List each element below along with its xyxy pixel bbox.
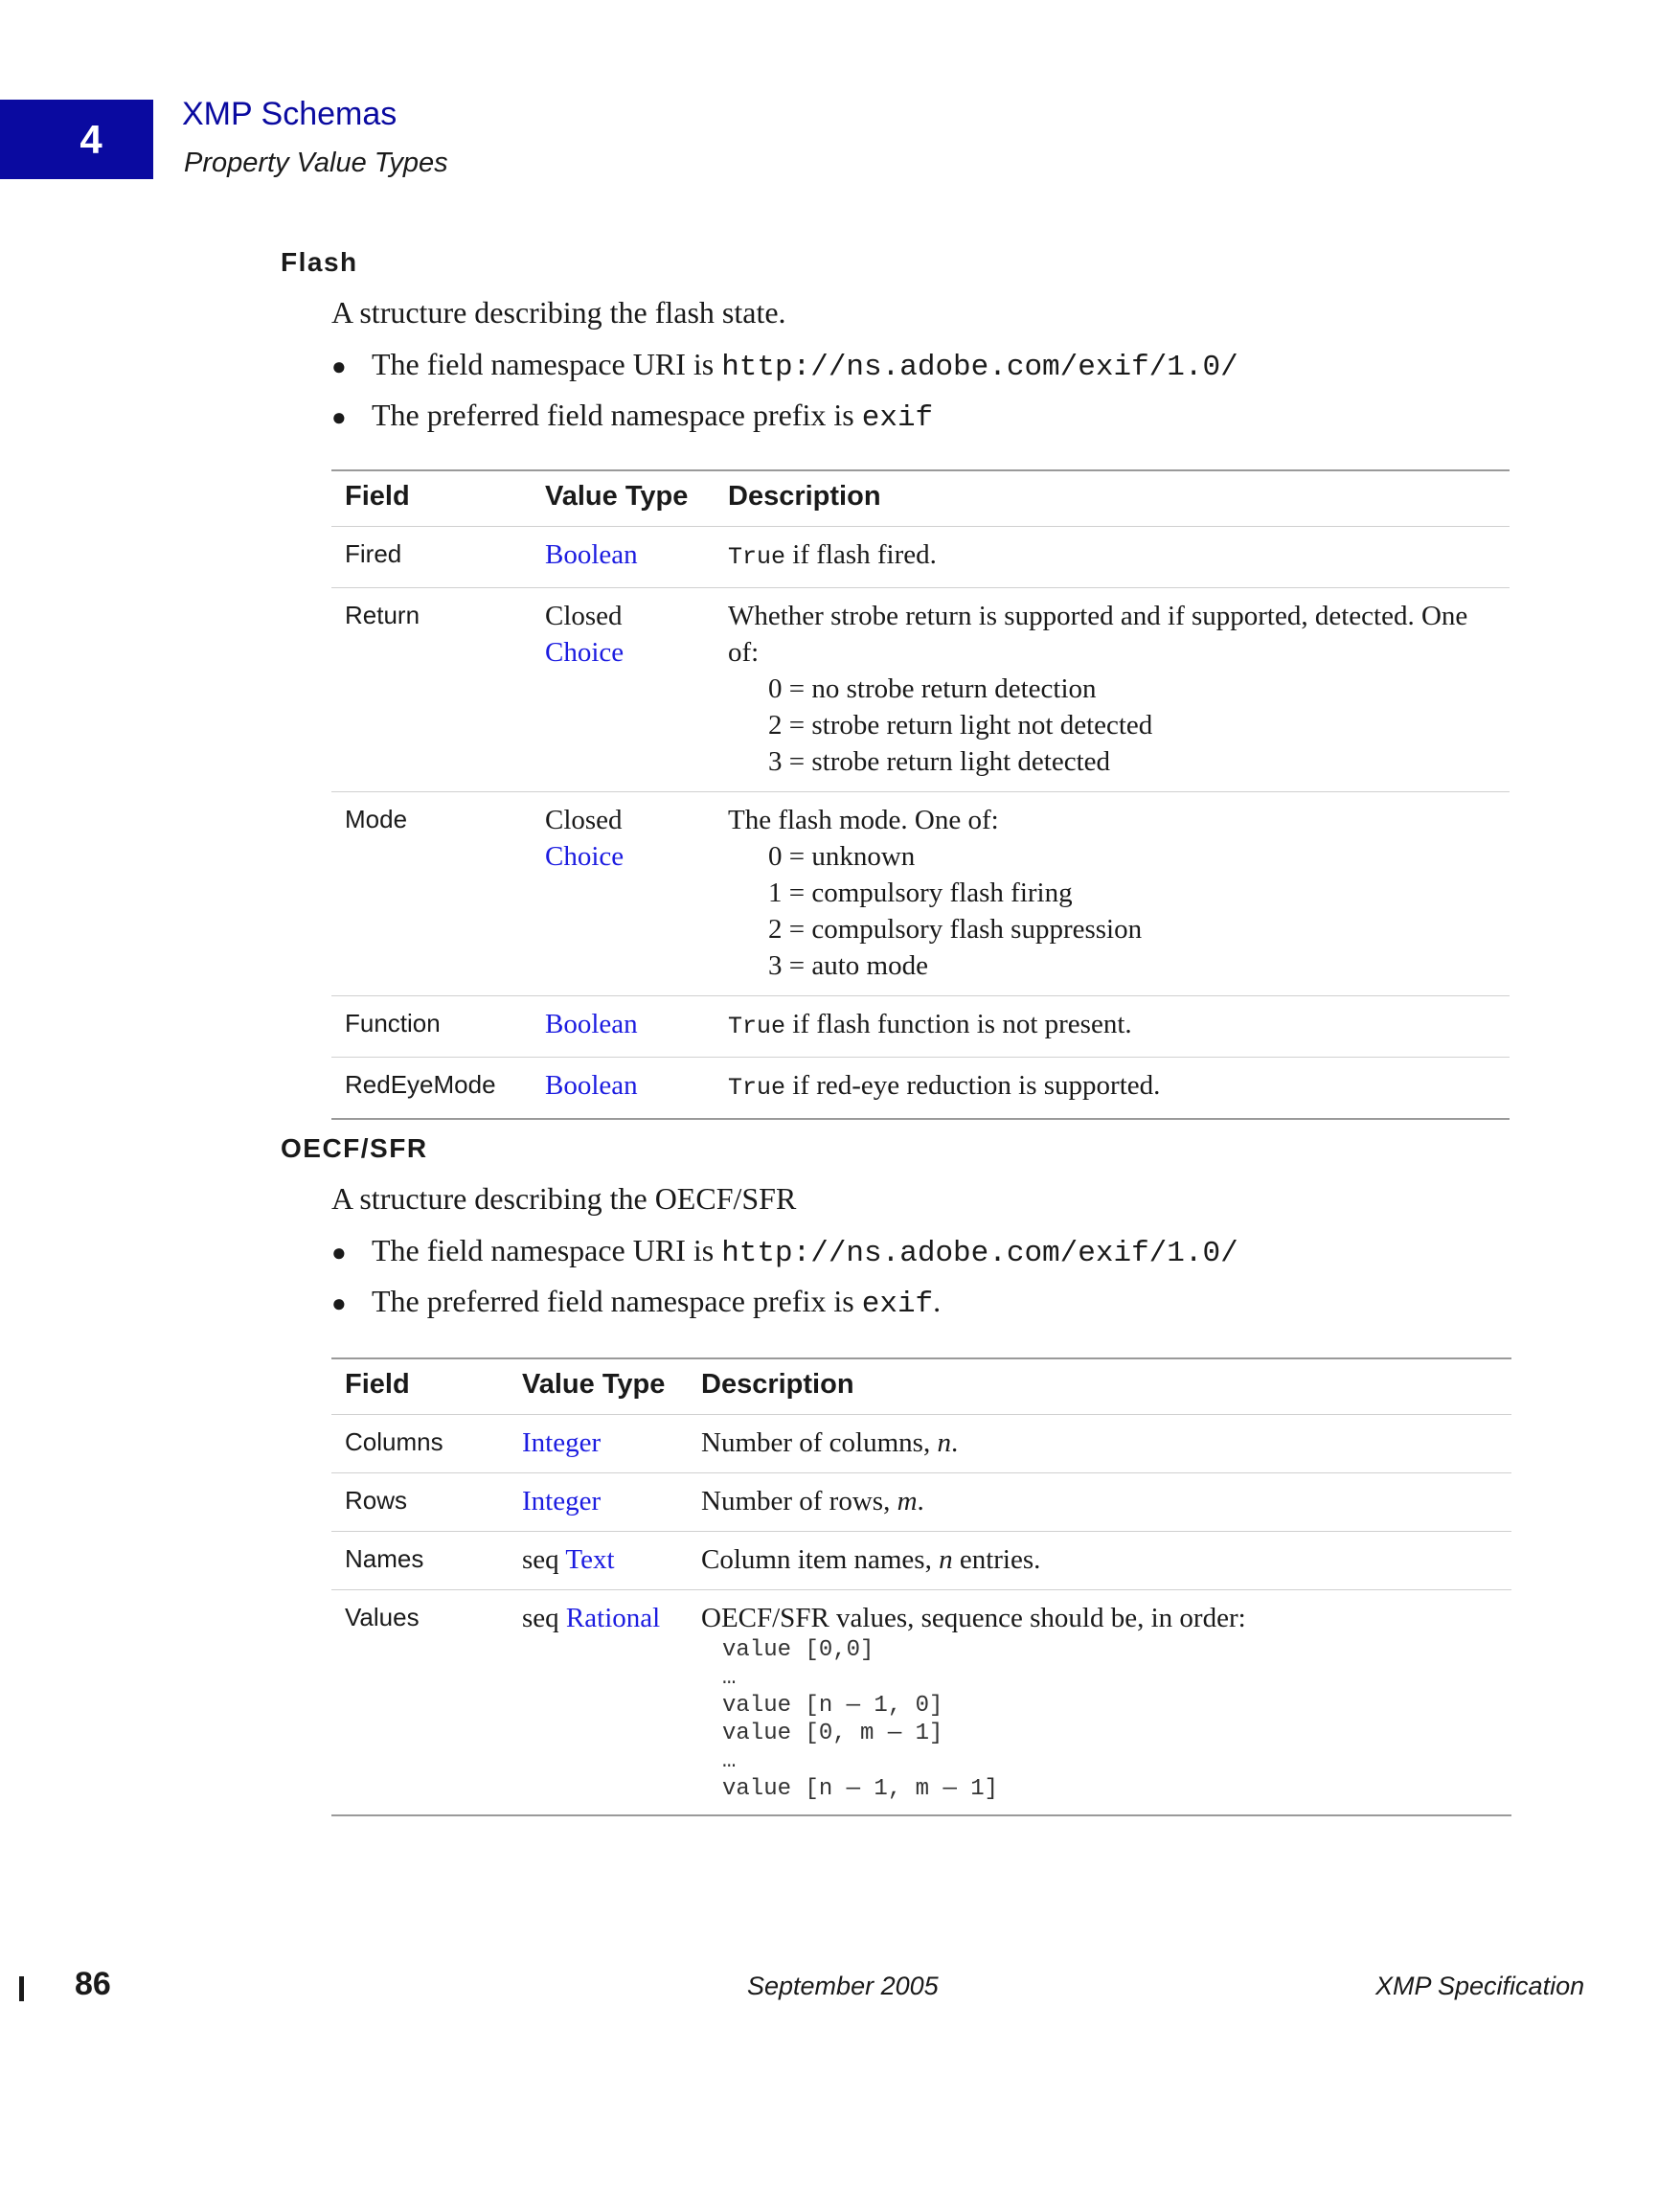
field-description	[688, 1532, 1511, 1590]
table-row	[331, 1415, 1511, 1473]
option-item: 0 = no strobe return detection	[768, 673, 1097, 704]
description-text: if flash fired.	[785, 539, 937, 570]
field-name: Columns	[331, 1415, 509, 1473]
table-row	[331, 1473, 1511, 1532]
table-header-row	[331, 1358, 1511, 1415]
field-name: Return	[331, 588, 532, 792]
description-text: if red-eye reduction is supported.	[785, 1070, 1161, 1101]
code-term: True	[728, 1013, 786, 1040]
table-row	[331, 792, 1510, 996]
value-type-link[interactable]: Choice	[545, 637, 625, 668]
table-header-row	[331, 470, 1510, 527]
bullet-icon: ●	[331, 353, 347, 380]
field-name: Rows	[331, 1473, 509, 1532]
value-type-link[interactable]: Text	[565, 1544, 615, 1575]
value-type-link[interactable]: Boolean	[545, 539, 638, 570]
namespace-prefix: exif	[861, 1288, 934, 1321]
col-header-value-type: Value Type	[532, 470, 715, 527]
description-text: Whether strobe return is supported and if supported, detected. One of:	[728, 601, 1468, 668]
field-name: RedEyeMode	[345, 1070, 496, 1099]
code-line: value [0,0]	[722, 1637, 874, 1663]
namespace-uri: http://ns.adobe.com/exif/1.0/	[721, 1237, 1238, 1270]
description-text: if flash function is not present.	[785, 1009, 1132, 1039]
bullet-text: The preferred field namespace prefix is	[372, 398, 862, 432]
bullet-icon: ●	[331, 403, 347, 431]
field-description	[715, 1058, 1510, 1120]
description-suffix: .	[950, 1427, 959, 1458]
description-text: Number of rows,	[701, 1486, 897, 1516]
chapter-title[interactable]: XMP Schemas	[182, 96, 397, 132]
bullet-text: The field namespace URI is	[372, 347, 722, 381]
field-description	[715, 588, 1510, 792]
namespace-prefix: exif	[861, 401, 934, 435]
field-description	[688, 1415, 1511, 1473]
variable-name: m	[897, 1486, 918, 1516]
namespace-uri: http://ns.adobe.com/exif/1.0/	[721, 351, 1238, 384]
field-description	[688, 1590, 1511, 1816]
value-type-link[interactable]: Integer	[522, 1486, 602, 1516]
code-line: …	[722, 1665, 737, 1691]
oecf-bullet-prefix	[331, 1284, 941, 1321]
description-text: Number of columns,	[701, 1427, 938, 1458]
oecf-bullet-uri	[331, 1233, 1238, 1270]
change-bar	[19, 1976, 24, 2001]
table-row	[331, 996, 1510, 1058]
bullet-icon: ●	[331, 1289, 347, 1317]
code-line: value [n — 1, m — 1]	[722, 1776, 999, 1802]
value-type-link[interactable]: Boolean	[545, 1070, 638, 1101]
field-description	[688, 1473, 1511, 1532]
variable-name: n	[937, 1427, 951, 1458]
table-row	[331, 1058, 1510, 1120]
code-line: value [n — 1, 0]	[722, 1693, 943, 1719]
footer-doc-title: XMP Specification	[1375, 1972, 1585, 2000]
col-header-description: Description	[688, 1358, 1511, 1415]
option-item: 1 = compulsory flash firing	[768, 878, 1073, 908]
code-term: True	[728, 1074, 786, 1102]
option-item: 2 = strobe return light not detected	[768, 710, 1153, 741]
field-description	[715, 792, 1510, 996]
value-type-prefix: Closed	[545, 805, 623, 835]
variable-name: n	[939, 1544, 953, 1575]
bullet-suffix: .	[933, 1284, 942, 1318]
description-suffix: entries.	[952, 1544, 1041, 1575]
description-text: The flash mode. One of:	[728, 805, 999, 835]
option-item: 0 = unknown	[768, 841, 916, 872]
flash-description: A structure describing the flash state.	[331, 295, 786, 330]
field-name: Function	[331, 996, 532, 1058]
value-type-link[interactable]: Boolean	[545, 1009, 638, 1039]
option-item: 3 = strobe return light detected	[768, 746, 1110, 777]
option-item: 2 = compulsory flash suppression	[768, 914, 1143, 945]
field-name: Names	[331, 1532, 509, 1590]
footer-date: September 2005	[747, 1972, 939, 2000]
description-text: Column item names,	[701, 1544, 940, 1575]
value-type-link[interactable]: Rational	[565, 1603, 661, 1633]
section-title: Property Value Types	[184, 148, 448, 178]
value-type-prefix: seq	[522, 1603, 566, 1633]
table-row	[331, 1532, 1511, 1590]
bullet-icon: ●	[331, 1239, 347, 1266]
flash-table	[331, 469, 1510, 1120]
field-description	[715, 527, 1510, 588]
table-row	[331, 1590, 1511, 1816]
oecf-table	[331, 1357, 1511, 1816]
code-term: True	[728, 543, 786, 571]
oecf-heading: OECF/SFR	[281, 1133, 428, 1163]
value-type-prefix: seq	[522, 1544, 566, 1575]
flash-heading: Flash	[281, 247, 358, 277]
description-suffix: .	[917, 1486, 924, 1516]
code-line: value [0, m — 1]	[722, 1721, 943, 1746]
table-row	[331, 527, 1510, 588]
flash-bullet-prefix	[331, 398, 933, 435]
value-type-link[interactable]: Choice	[545, 841, 625, 872]
bullet-text: The field namespace URI is	[372, 1233, 722, 1267]
value-type-prefix: Closed	[545, 601, 623, 631]
chapter-number-tab: 4	[0, 100, 153, 179]
value-type-link[interactable]: Integer	[522, 1427, 602, 1458]
option-item: 3 = auto mode	[768, 950, 928, 981]
col-header-description: Description	[715, 470, 1510, 527]
col-header-field: Field	[331, 1358, 509, 1415]
description-text: OECF/SFR values, sequence should be, in order:	[701, 1603, 1246, 1633]
code-line: …	[722, 1748, 737, 1774]
field-name: Fired	[331, 527, 532, 588]
table-row	[331, 588, 1510, 792]
field-description	[715, 996, 1510, 1058]
page-number: 86	[75, 1966, 111, 2002]
field-name: Values	[345, 1603, 420, 1631]
oecf-description: A structure describing the OECF/SFR	[331, 1181, 797, 1216]
col-header-field: Field	[331, 470, 532, 527]
col-header-value-type: Value Type	[509, 1358, 688, 1415]
bullet-text: The preferred field namespace prefix is	[372, 1284, 862, 1318]
flash-bullet-uri	[331, 347, 1238, 384]
field-name: Mode	[331, 792, 532, 996]
